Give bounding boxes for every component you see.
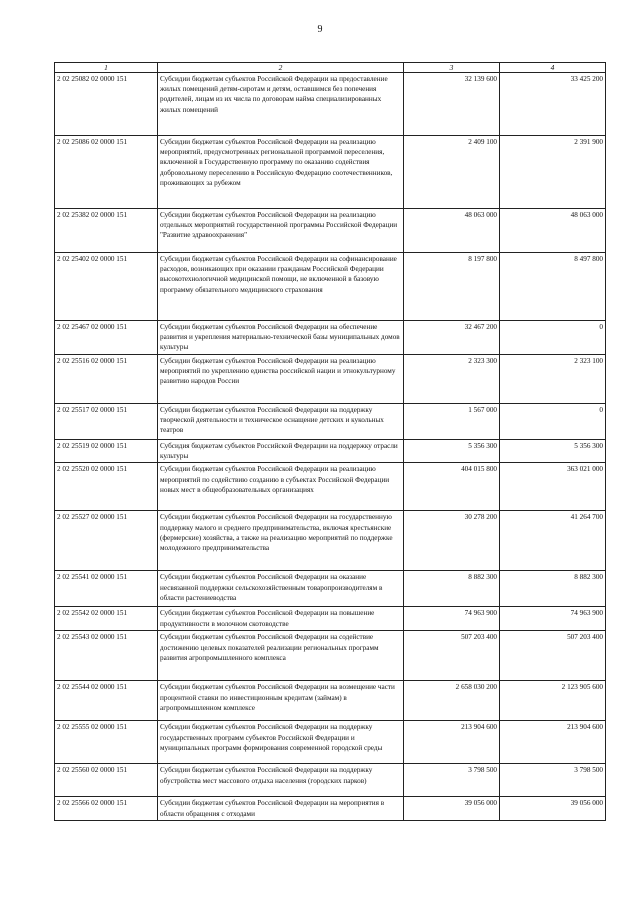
- description-cell: Субсидии бюджетам субъектов Российской Федерации на реализацию мероприятий по содействию созданию в субъектах Российской Федерации новых мест в общеобразовательных организациях: [158, 463, 404, 511]
- amount-cell: 2 658 030 200: [404, 681, 500, 721]
- amount-cell: 48 063 000: [500, 209, 606, 253]
- amount-cell: 8 882 300: [500, 571, 606, 607]
- classification-code-cell: 2 02 25082 02 0000 151: [55, 73, 158, 136]
- amount-cell: 30 278 200: [404, 511, 500, 571]
- amount-cell: 404 015 800: [404, 463, 500, 511]
- page-number: 9: [317, 24, 323, 35]
- amount-cell: 0: [500, 404, 606, 440]
- amount-cell: 74 963 900: [404, 607, 500, 631]
- amount-cell: 1 567 000: [404, 404, 500, 440]
- description-cell: Субсидии бюджетам субъектов Российской Федерации на реализацию отдельных мероприятий государственной программы Российской Федерации "Развитие здравоохранения": [158, 209, 404, 253]
- description-cell: Субсидии бюджетам субъектов Российской Федерации на реализацию мероприятий по укреплению единства российской нации и этнокультурному развитию народов России: [158, 355, 404, 404]
- classification-code-cell: 2 02 25541 02 0000 151: [55, 571, 158, 607]
- classification-code-cell: 2 02 25544 02 0000 151: [55, 681, 158, 721]
- column-number-cell: 1: [55, 63, 158, 73]
- table-row: [55, 511, 606, 571]
- classification-code-cell: 2 02 25520 02 0000 151: [55, 463, 158, 511]
- amount-cell: 33 425 200: [500, 73, 606, 136]
- description-cell: Субсидии бюджетам субъектов Российской Федерации на реализацию мероприятий, предусмотренных региональной программой переселения, включенной в Государственную программу по оказанию содействия добровольному переселению в Российскую Федерацию соотечественников, проживающих за рубежом: [158, 136, 404, 209]
- amount-cell: 8 197 800: [404, 253, 500, 321]
- amount-cell: 32 467 200: [404, 321, 500, 355]
- table-row: [55, 631, 606, 681]
- amount-cell: 2 323 100: [500, 355, 606, 404]
- table-row: [55, 73, 606, 136]
- amount-cell: 48 063 000: [404, 209, 500, 253]
- amount-cell: 213 904 600: [500, 721, 606, 764]
- description-cell: Субсидии бюджетам субъектов Российской Федерации на поддержку государственных программ субъектов Российской Федерации и муниципальных программ формирования современной городской среды: [158, 721, 404, 764]
- classification-code-cell: 2 02 25527 02 0000 151: [55, 511, 158, 571]
- description-cell: Субсидии бюджетам субъектов Российской Федерации на возмещение части процентной ставки по инвестиционным кредитам (займам) в агропромышленном комплексе: [158, 681, 404, 721]
- table-row: [55, 721, 606, 764]
- amount-cell: 39 056 000: [500, 797, 606, 821]
- description-cell: Субсидии бюджетам субъектов Российской Федерации на государственную поддержку малого и среднего предпринимательства, включая крестьянские (фермерские) хозяйства, а также на реализацию мероприятий по поддержке молодежного предпринимательства: [158, 511, 404, 571]
- table-row: [55, 440, 606, 463]
- amount-cell: 8 882 300: [404, 571, 500, 607]
- classification-code-cell: 2 02 25560 02 0000 151: [55, 764, 158, 797]
- amount-cell: 3 798 500: [500, 764, 606, 797]
- amount-cell: 2 323 300: [404, 355, 500, 404]
- amount-cell: 2 123 905 600: [500, 681, 606, 721]
- amount-cell: 32 139 600: [404, 73, 500, 136]
- amount-cell: 41 264 700: [500, 511, 606, 571]
- classification-code-cell: 2 02 25555 02 0000 151: [55, 721, 158, 764]
- amount-cell: 39 056 000: [404, 797, 500, 821]
- description-cell: Субсидии бюджетам субъектов Российской Федерации на софинансирование расходов, возникающих при оказании гражданам Российской Федерации высокотехнологичной медицинской помощи, не включенной в базовую программу обязательного медицинского страхования: [158, 253, 404, 321]
- classification-code-cell: 2 02 25382 02 0000 151: [55, 209, 158, 253]
- amount-cell: 0: [500, 321, 606, 355]
- classification-code-cell: 2 02 25519 02 0000 151: [55, 440, 158, 463]
- budget-table: [54, 62, 606, 821]
- amount-cell: 2 391 900: [500, 136, 606, 209]
- amount-cell: 507 203 400: [500, 631, 606, 681]
- description-cell: Субсидии бюджетам субъектов Российской Федерации на мероприятия в области обращения с отходами: [158, 797, 404, 821]
- description-cell: Субсидия бюджетам субъектов Российской Федерации на поддержку отрасли культуры: [158, 440, 404, 463]
- classification-code-cell: 2 02 25543 02 0000 151: [55, 631, 158, 681]
- column-number-cell: 3: [404, 63, 500, 73]
- table-row: [55, 681, 606, 721]
- table-row: [55, 764, 606, 797]
- column-number-cell: 2: [158, 63, 404, 73]
- amount-cell: 363 021 000: [500, 463, 606, 511]
- table-row: [55, 404, 606, 440]
- description-cell: Субсидии бюджетам субъектов Российской Федерации на поддержку творческой деятельности и техническое оснащение детских и кукольных театров: [158, 404, 404, 440]
- classification-code-cell: 2 02 25516 02 0000 151: [55, 355, 158, 404]
- description-cell: Субсидии бюджетам субъектов Российской Федерации на оказание несвязанной поддержки сельскохозяйственным товаропроизводителям в области растениеводства: [158, 571, 404, 607]
- amount-cell: 507 203 400: [404, 631, 500, 681]
- description-cell: Субсидии бюджетам субъектов Российской Федерации на повышение продуктивности в молочном скотоводстве: [158, 607, 404, 631]
- amount-cell: 3 798 500: [404, 764, 500, 797]
- classification-code-cell: 2 02 25517 02 0000 151: [55, 404, 158, 440]
- amount-cell: 8 497 800: [500, 253, 606, 321]
- amount-cell: 213 904 600: [404, 721, 500, 764]
- table-row: [55, 797, 606, 821]
- table-row: [55, 571, 606, 607]
- table-row: [55, 355, 606, 404]
- classification-code-cell: 2 02 25086 02 0000 151: [55, 136, 158, 209]
- classification-code-cell: 2 02 25402 02 0000 151: [55, 253, 158, 321]
- table-row: [55, 209, 606, 253]
- description-cell: Субсидии бюджетам субъектов Российской Федерации на поддержку обустройства мест массового отдыха населения (городских парков): [158, 764, 404, 797]
- table-row: [55, 321, 606, 355]
- classification-code-cell: 2 02 25467 02 0000 151: [55, 321, 158, 355]
- description-cell: Субсидии бюджетам субъектов Российской Федерации на предоставление жилых помещений детям-сиротам и детям, оставшимся без попечения родителей, лицам из их числа по договорам найма специализированных жилых помещений: [158, 73, 404, 136]
- classification-code-cell: 2 02 25542 02 0000 151: [55, 607, 158, 631]
- table-row: [55, 607, 606, 631]
- column-number-row: [55, 63, 606, 73]
- classification-code-cell: 2 02 25566 02 0000 151: [55, 797, 158, 821]
- description-cell: Субсидии бюджетам субъектов Российской Федерации на содействие достижению целевых показателей реализации региональных программ развития агропромышленного комплекса: [158, 631, 404, 681]
- table-row: [55, 463, 606, 511]
- amount-cell: 2 409 100: [404, 136, 500, 209]
- amount-cell: 5 356 300: [500, 440, 606, 463]
- table-row: [55, 136, 606, 209]
- description-cell: Субсидии бюджетам субъектов Российской Федерации на обеспечение развития и укрепления материально-технической базы муниципальных домов культуры: [158, 321, 404, 355]
- amount-cell: 5 356 300: [404, 440, 500, 463]
- table-row: [55, 253, 606, 321]
- column-number-cell: 4: [500, 63, 606, 73]
- amount-cell: 74 963 900: [500, 607, 606, 631]
